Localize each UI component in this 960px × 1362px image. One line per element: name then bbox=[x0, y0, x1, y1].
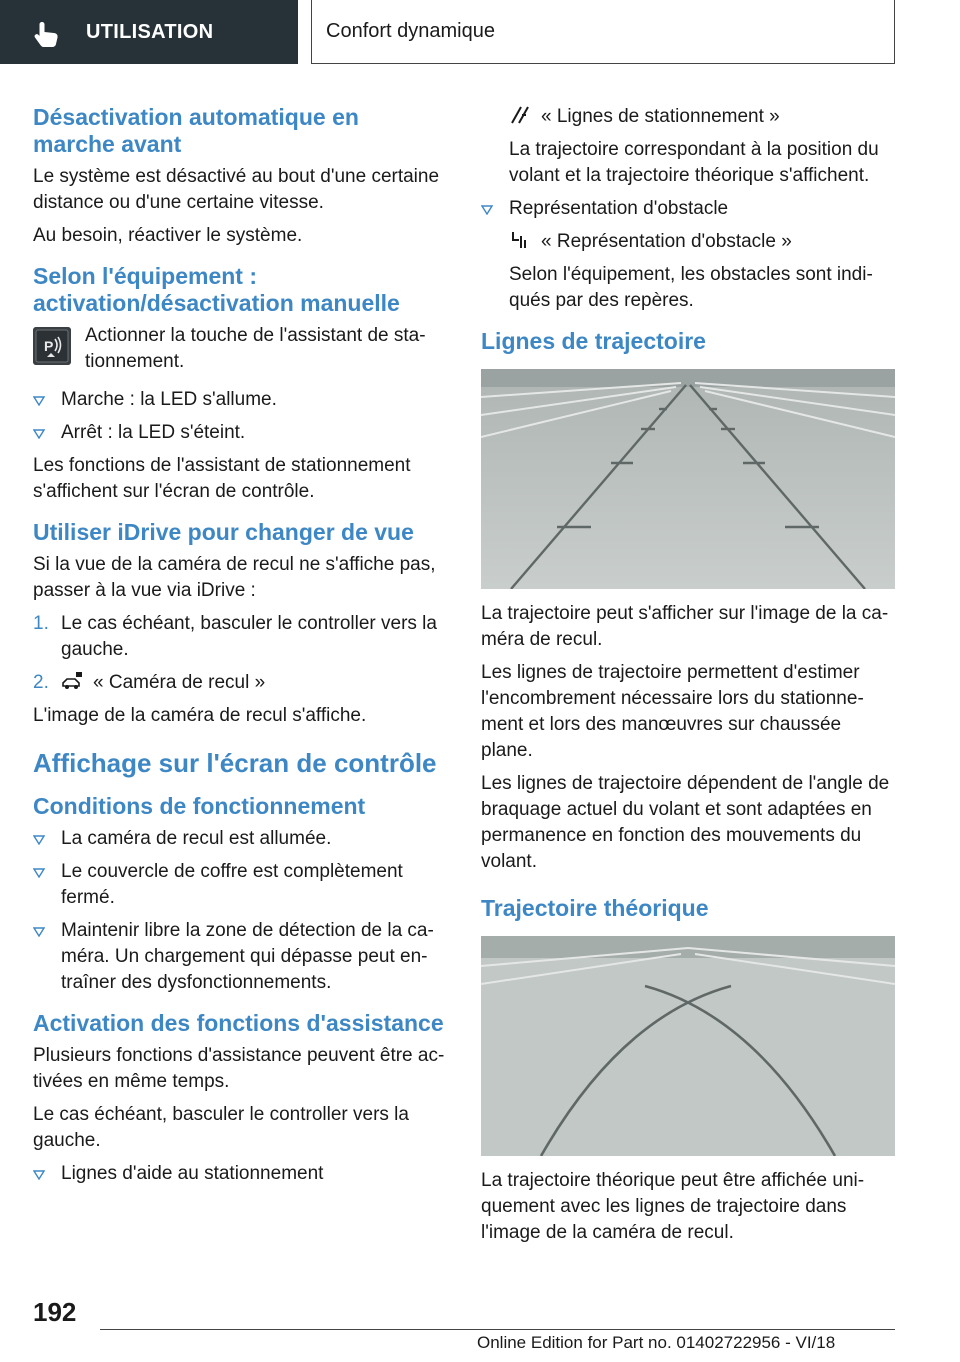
menu-label: « Lignes de stationnement » bbox=[541, 106, 780, 127]
rear-camera-icon bbox=[61, 671, 83, 691]
paragraph: Au besoin, réactiver le système. bbox=[33, 225, 303, 246]
menu-label: « Représentation d'obstacle » bbox=[541, 231, 792, 252]
triangle-bullet-icon bbox=[33, 396, 45, 406]
paragraph: Selon l'équipement, les obstacles sont indi-qués par des repères. bbox=[509, 264, 873, 311]
heading-trajectory: Lignes de trajectoire bbox=[481, 328, 706, 354]
triangle-bullet-icon bbox=[33, 835, 45, 845]
list-item bbox=[481, 196, 895, 222]
list-item-text: La caméra de recul est allumée. bbox=[61, 828, 332, 849]
list-item bbox=[33, 420, 445, 446]
step-number: 1. bbox=[33, 613, 49, 634]
paragraph: Les lignes de trajectoire permettent d'estimer l'encombrement nécessaire lors du stationne-ment et lors des manœuvres sur chaussée plane. bbox=[481, 662, 864, 761]
paragraph: La trajectoire théorique peut être affichée uni-quement avec les lignes de trajectoire dans l'image de la caméra de recul. bbox=[481, 1170, 865, 1243]
list-item-text: Le couvercle de coffre est complètement fermé. bbox=[61, 861, 403, 908]
triangle-bullet-icon bbox=[481, 205, 493, 215]
list-item bbox=[33, 387, 445, 413]
hand-pointer-icon bbox=[30, 20, 64, 48]
button-instruction bbox=[33, 323, 445, 375]
list-item bbox=[33, 859, 445, 911]
paragraph: Le système est désactivé au bout d'une certaine distance ou d'une certaine vitesse. bbox=[33, 166, 440, 213]
list-item-text: Maintenir libre la zone de détection de la ca-méra. Un chargement qui dépasse peut en-traîner des dysfonctionnements. bbox=[61, 920, 434, 993]
list-item bbox=[33, 1161, 445, 1187]
heading-idrive: Utiliser iDrive pour changer de vue bbox=[33, 519, 414, 545]
list-item-text: Arrêt : la LED s'éteint. bbox=[61, 422, 246, 443]
trajectory-lines-figure bbox=[481, 369, 895, 589]
list-item bbox=[33, 918, 445, 996]
paragraph: Les lignes de trajectoire dépendent de l'angle de braquage actuel du volant et sont adaptées en permanence en fonction des mouvements du volant. bbox=[481, 773, 890, 872]
heading-theoretical: Trajectoire théorique bbox=[481, 895, 709, 921]
step-text: « Caméra de recul » bbox=[93, 672, 266, 693]
step-number: 2. bbox=[33, 672, 49, 693]
paragraph: L'image de la caméra de recul s'affiche. bbox=[33, 705, 367, 726]
heading-auto-deactivation: Désactivation automatique en marche avant bbox=[33, 104, 359, 157]
heading-conditions: Conditions de fonctionnement bbox=[33, 793, 366, 819]
parking-lines-icon bbox=[509, 105, 531, 125]
triangle-bullet-icon bbox=[33, 927, 45, 937]
step-item bbox=[33, 611, 445, 663]
menu-item-line bbox=[481, 229, 895, 255]
heading-activation: Activation des fonctions d'assistance bbox=[33, 1010, 444, 1036]
chapter-tab bbox=[0, 0, 298, 64]
left-column bbox=[33, 104, 445, 1194]
section-header bbox=[311, 0, 895, 64]
menu-item-line bbox=[481, 104, 895, 130]
right-column bbox=[481, 104, 895, 1253]
list-item-text: Lignes d'aide au stationnement bbox=[61, 1163, 324, 1184]
list-item bbox=[33, 826, 445, 852]
paragraph: Le cas échéant, basculer le controller vers la gauche. bbox=[33, 1104, 409, 1151]
heading-display: Affichage sur l'écran de contrôle bbox=[33, 748, 437, 778]
park-assist-button-icon bbox=[33, 327, 71, 365]
footer-edition: Online Edition for Part no. 01402722956 - VI/18 bbox=[477, 1333, 836, 1352]
triangle-bullet-icon bbox=[33, 868, 45, 878]
paragraph: Les fonctions de l'assistant de stationnement s'affichent sur l'écran de contrôle. bbox=[33, 455, 411, 502]
footer-divider bbox=[100, 1329, 895, 1330]
section-title: Confort dynamique bbox=[326, 20, 495, 42]
paragraph: Actionner la touche de l'assistant de sta-tionnement. bbox=[85, 325, 426, 372]
list-item-text: Marche : la LED s'allume. bbox=[61, 389, 277, 410]
obstacle-icon bbox=[509, 230, 531, 250]
step-item bbox=[33, 670, 445, 696]
triangle-bullet-icon bbox=[33, 429, 45, 439]
svg-text:P: P bbox=[44, 338, 54, 354]
triangle-bullet-icon bbox=[33, 1170, 45, 1180]
theoretical-trajectory-figure bbox=[481, 936, 895, 1156]
list-item-text: Représentation d'obstacle bbox=[509, 198, 729, 219]
paragraph: La trajectoire correspondant à la position du volant et la trajectoire théorique s'affichent. bbox=[509, 139, 879, 186]
heading-manual-activation: Selon l'équipement : activation/désactivation manuelle bbox=[33, 263, 400, 316]
paragraph: Si la vue de la caméra de recul ne s'affiche pas, passer à la vue via iDrive : bbox=[33, 554, 436, 601]
page-number: 192 bbox=[33, 1297, 77, 1327]
paragraph: Plusieurs fonctions d'assistance peuvent être ac-tivées en même temps. bbox=[33, 1045, 445, 1092]
chapter-label: UTILISATION bbox=[86, 21, 214, 43]
step-text: Le cas échéant, basculer le controller vers la gauche. bbox=[61, 613, 437, 660]
paragraph: La trajectoire peut s'afficher sur l'image de la ca-méra de recul. bbox=[481, 603, 889, 650]
